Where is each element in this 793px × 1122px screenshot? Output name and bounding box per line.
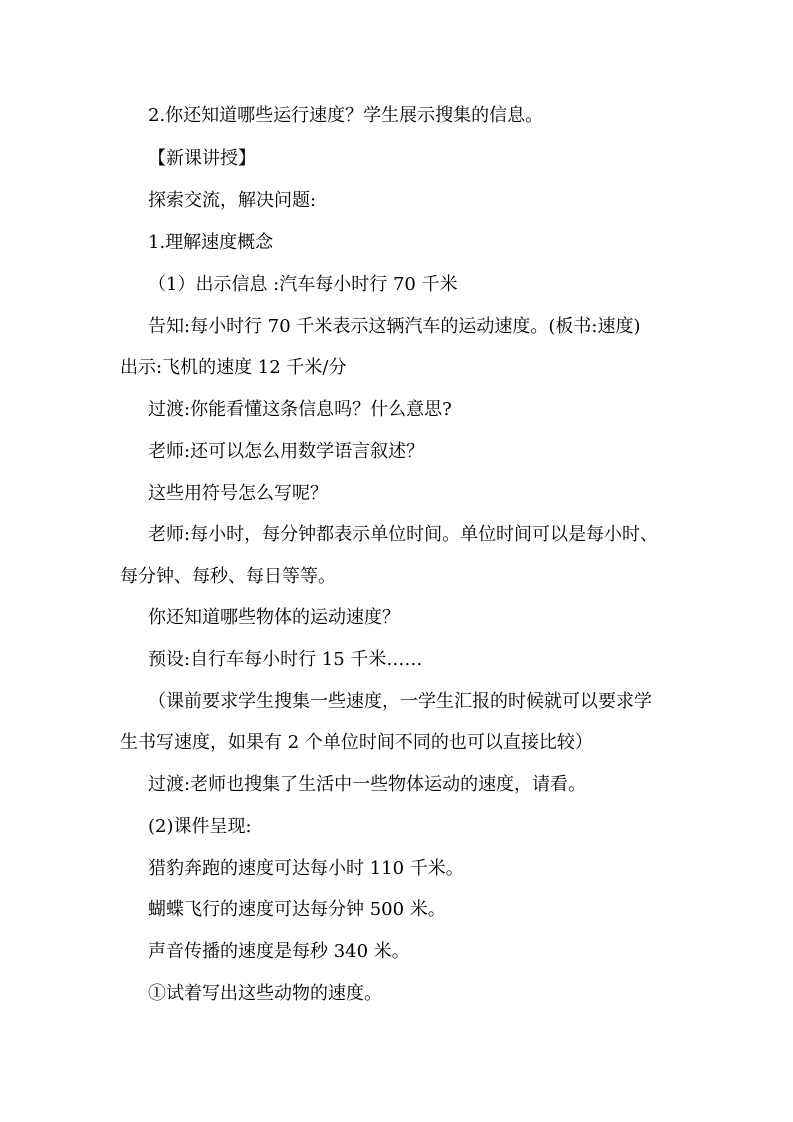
text-line-13: 你还知道哪些物体的运动速度？ <box>148 607 400 628</box>
text-line-3: 探索交流，解决问题: <box>148 190 317 211</box>
text-line-14: 预设:自行车每小时行 15 千米…… <box>148 649 423 670</box>
text-line-16: 生书写速度，如果有 2 个单位时间不同的也可以直接比较） <box>120 732 593 753</box>
text-line-9: 老师:还可以怎么用数学语言叙述？ <box>148 441 425 462</box>
text-line-12: 每分钟、每秒、每日等等。 <box>120 566 336 587</box>
text-line-11: 老师:每小时，每分钟都表示单位时间。单位时间可以是每小时、 <box>148 524 659 545</box>
text-line-18: (2)课件呈现: <box>148 816 252 837</box>
text-line-1: 2.你还知道哪些运行速度？学生展示搜集的信息。 <box>148 105 544 126</box>
text-line-21: 声音传播的速度是每秒 340 米。 <box>148 941 410 962</box>
text-line-19: 猎豹奔跑的速度可达每小时 110 千米。 <box>148 858 464 879</box>
text-line-22: ①试着写出这些动物的速度。 <box>148 983 382 1004</box>
text-line-7: 出示:飞机的速度 12 千米/分 <box>120 357 347 378</box>
text-line-10: 这些用符号怎么写呢？ <box>148 483 328 504</box>
text-line-5: （1）出示信息 :汽车每小时行 70 千米 <box>148 274 458 295</box>
section-heading-new-lesson: 【新课讲授】 <box>148 148 256 169</box>
text-line-15: （课前要求学生搜集一些速度，一学生汇报的时候就可以要求学 <box>148 691 652 712</box>
text-line-6: 告知:每小时行 70 千米表示这辆汽车的运动速度。(板书:速度) <box>148 316 641 337</box>
text-line-17: 过渡:老师也搜集了生活中一些物体运动的速度，请看。 <box>148 774 587 795</box>
text-line-4: 1.理解速度概念 <box>148 232 274 253</box>
text-line-20: 蝴蝶飞行的速度可达每分钟 500 米。 <box>148 899 446 920</box>
text-line-8: 过渡:你能看懂这条信息吗？什么意思? <box>148 399 452 420</box>
